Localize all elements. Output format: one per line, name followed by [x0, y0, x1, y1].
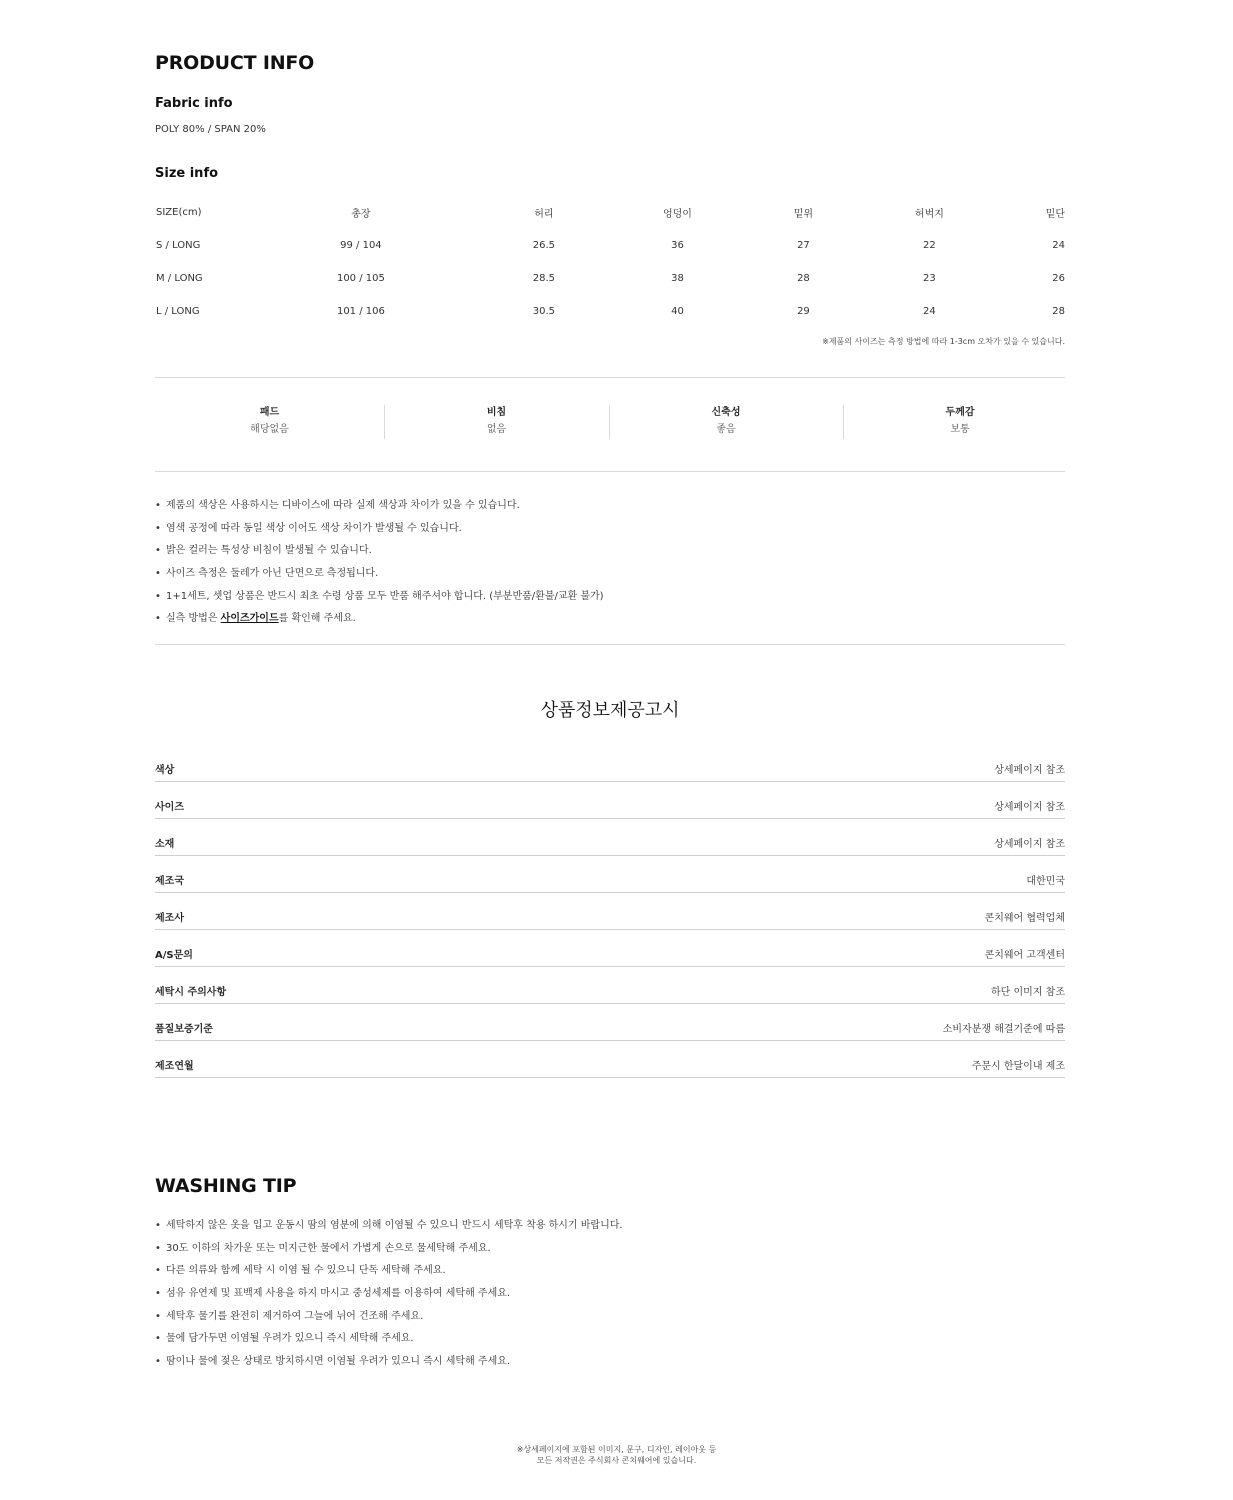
size-cell: 29	[797, 306, 810, 317]
size-info-title: Size info	[155, 166, 219, 181]
size-header-cell: 밑단	[1045, 209, 1065, 220]
list-item: • 30도 이하의 차가운 또는 미지근한 물에서 가볍게 손으로 물세탁해 주세요.	[155, 1238, 623, 1261]
notice-value: 대한민국	[1026, 876, 1065, 887]
size-cell: 23	[923, 273, 936, 284]
size-table	[155, 196, 1065, 328]
list-item: • 제품의 색상은 사용하시는 디바이스에 따라 실제 색상과 차이가 있을 수 있습니다.	[155, 495, 604, 518]
table-row	[155, 892, 1065, 930]
size-cell: 28	[797, 273, 810, 284]
property-value: 좋음	[716, 424, 736, 435]
list-item: • 사이즈 측정은 둘레가 아닌 단면으로 측정됩니다.	[155, 563, 604, 586]
list-item: • 섬유 유연제 및 표백제 사용을 하지 마시고 중성세제를 이용하여 세탁해 주세요.	[155, 1283, 623, 1306]
size-header-cell: 밑위	[793, 209, 814, 220]
size-cell: S / LONG	[156, 240, 201, 251]
washing-tip-title: WASHING TIP	[155, 1175, 297, 1197]
size-cell: M / LONG	[156, 273, 203, 284]
list-item: • 땀이나 물에 젖은 상태로 방치하시면 이염될 우려가 있으니 즉시 세탁해 주세요.	[155, 1351, 623, 1374]
property-pad	[155, 405, 384, 441]
notice-key: 제조사	[155, 913, 184, 924]
size-header-cell: SIZE(cm)	[156, 207, 202, 218]
list-item: • 세탁후 물기를 완전히 제거하여 그늘에 뉘어 건조해 주세요.	[155, 1306, 623, 1329]
notice-key: A/S문의	[155, 950, 193, 961]
list-item: • 세탁하지 않은 옷을 입고 운동시 땀의 염분에 의해 이염될 수 있으니 반드시 세탁후 착용 하시기 바랍니다.	[155, 1215, 623, 1238]
table-row	[155, 818, 1065, 856]
size-cell: 24	[1052, 240, 1065, 251]
notice-value: 상세페이지 참조	[994, 839, 1065, 850]
notice-title: 상품정보제공고시	[540, 700, 680, 721]
table-row	[155, 295, 1065, 328]
property-label: 두께감	[945, 407, 975, 418]
property-label: 신축성	[711, 407, 741, 418]
size-cell: 99 / 104	[340, 240, 382, 251]
property-label: 비침	[486, 407, 507, 418]
notice-key: 제조국	[155, 876, 184, 887]
notice-value: 상세페이지 참조	[994, 765, 1065, 776]
property-elasticity	[609, 405, 843, 441]
property-value: 보통	[950, 424, 970, 435]
table-row	[155, 966, 1065, 1004]
fabric-info-value: POLY 80% / SPAN 20%	[155, 124, 266, 135]
size-cell: 26.5	[532, 240, 555, 251]
list-item: • 물에 담가두면 이염될 우려가 있으니 즉시 세탁해 주세요.	[155, 1328, 623, 1351]
fabric-info-title: Fabric info	[155, 96, 233, 111]
property-value: 없음	[486, 424, 507, 435]
divider	[155, 471, 1065, 472]
size-cell: 36	[671, 240, 684, 251]
size-header-cell: 엉덩이	[662, 209, 692, 220]
list-item	[155, 608, 604, 631]
notice-key: 소재	[155, 839, 175, 850]
size-header-cell: 허벅지	[914, 209, 944, 220]
size-guide-link[interactable]: 사이즈가이드	[220, 613, 279, 625]
list-item: • 1+1세트, 셋업 상품은 반드시 최초 수령 상품 모두 반품 해주셔야 합니다. (부분반품/환불/교환 불가)	[155, 586, 604, 609]
table-row	[155, 229, 1065, 262]
notice-value: 주문시 한달이내 제조	[971, 1061, 1065, 1072]
product-notes	[155, 495, 604, 631]
note-suffix: 를 확인해 주세요.	[278, 613, 356, 625]
table-row	[155, 1003, 1065, 1041]
product-info-title: PRODUCT INFO	[155, 52, 315, 74]
size-header-cell: 허리	[534, 209, 554, 220]
copyright-line: ※상세페이지에 포함된 이미지, 문구, 디자인, 레이아웃 등	[516, 1445, 717, 1454]
size-cell: 22	[923, 240, 936, 251]
divider	[155, 644, 1065, 645]
notice-value: 소비자분쟁 해결기준에 따름	[942, 1024, 1065, 1035]
notice-key: 사이즈	[155, 802, 184, 813]
table-row	[155, 781, 1065, 819]
notice-value: 상세페이지 참조	[994, 802, 1065, 813]
table-row	[155, 1040, 1065, 1078]
size-cell: 28	[1052, 306, 1065, 317]
list-item: • 염색 공정에 따라 동일 색상 이어도 색상 차이가 발생될 수 있습니다.	[155, 518, 604, 541]
table-row	[155, 262, 1065, 295]
property-thickness	[843, 405, 1077, 441]
property-value: 해당없음	[250, 424, 289, 435]
notice-value: 하단 이미지 참조	[991, 987, 1065, 998]
notice-key: 색상	[155, 765, 175, 776]
notice-value: 콘치웨어 고객센터	[984, 950, 1065, 961]
table-row	[155, 929, 1065, 967]
divider	[155, 377, 1065, 378]
size-cell: L / LONG	[156, 306, 200, 317]
size-cell: 24	[923, 306, 936, 317]
size-cell: 26	[1052, 273, 1065, 284]
size-table-header	[155, 196, 1065, 229]
table-row	[155, 744, 1065, 782]
size-cell: 100 / 105	[336, 273, 385, 284]
size-cell: 28.5	[532, 273, 555, 284]
size-cell: 38	[671, 273, 684, 284]
list-item: • 밝은 컬러는 특성상 비침이 발생될 수 있습니다.	[155, 540, 604, 563]
size-cell: 30.5	[532, 306, 555, 317]
property-sheerness	[384, 405, 609, 441]
table-row	[155, 855, 1065, 893]
size-header-cell: 총장	[351, 209, 371, 220]
size-cell: 101 / 106	[336, 306, 385, 317]
property-label: 패드	[259, 407, 280, 418]
copyright-line: 모든 저작권은 주식회사 콘치웨어에 있습니다.	[536, 1456, 697, 1465]
size-note: ※제품의 사이즈는 측정 방법에 따라 1-3cm 오차가 있을 수 있습니다.	[822, 337, 1065, 346]
notice-key: 품질보증기준	[155, 1024, 213, 1035]
list-item: • 다른 의류와 함께 세탁 시 이염 될 수 있으니 단독 세탁해 주세요.	[155, 1260, 623, 1283]
copyright-notice	[0, 1444, 1233, 1466]
notice-key: 세탁시 주의사항	[155, 987, 227, 998]
size-cell: 40	[671, 306, 684, 317]
fabric-properties	[155, 405, 1065, 441]
notice-value: 콘치웨어 협력업체	[984, 913, 1065, 924]
notice-key: 제조연월	[155, 1061, 194, 1072]
size-cell: 27	[797, 240, 810, 251]
washing-tips	[155, 1215, 623, 1374]
note-prefix: 실측 방법은	[166, 613, 221, 625]
